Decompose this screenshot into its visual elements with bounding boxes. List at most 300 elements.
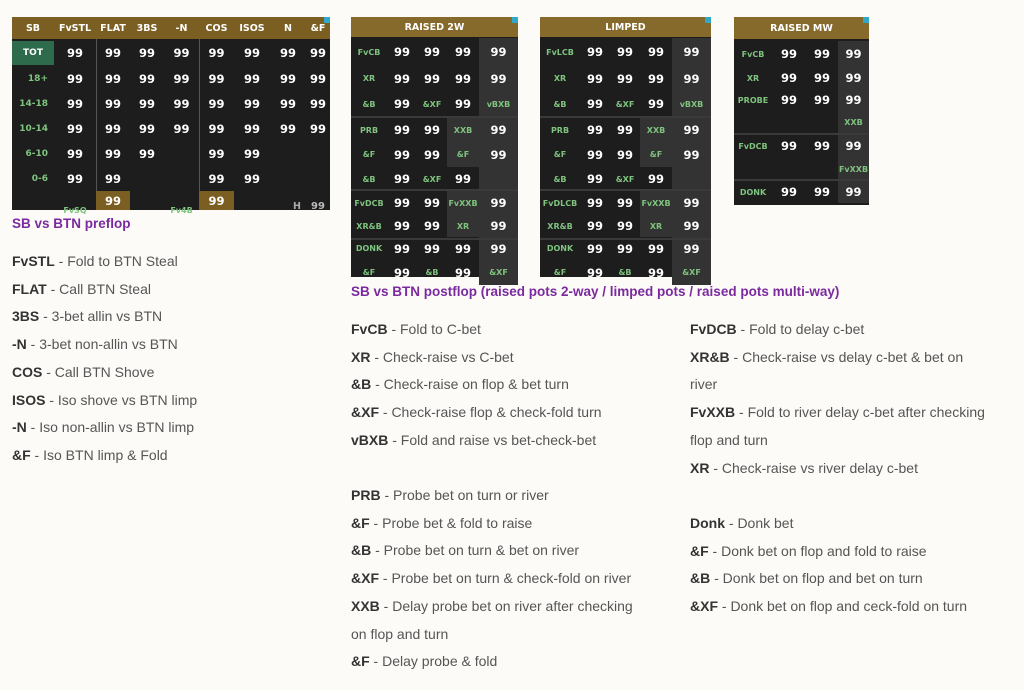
mw-cell: DONK [739,187,767,197]
r2w-cell: 99 [454,45,471,59]
legend-desc: on flop and turn [351,625,449,642]
preflop-header-2: FLAT [100,22,126,34]
limped-cell: XR&B [547,221,573,231]
mw-cell: 99 [780,185,797,199]
r2w-cell [479,167,518,191]
legend-desc: - Check-raise flop & check-fold turn [379,404,602,421]
preflop-value: 99 [309,122,326,136]
mw-cell: 99 [838,181,869,203]
r2w-cell: 99 [454,265,471,280]
r2w-cell: &B [425,268,439,277]
preflop-header-5: COS [205,22,228,34]
legend-abbr: FvXXB [690,404,736,421]
legend-abbr: FvCB [351,321,388,337]
mw-cell: 99 [838,135,869,157]
legend-abbr: FLAT [12,280,47,297]
legend-abbr: Donk [690,515,725,531]
r2w-cell: DONK [355,244,383,253]
mw-group-separator [734,179,869,181]
preflop-value: 99 [104,72,121,86]
preflop-separator [96,39,97,210]
limped-cell [672,167,711,191]
limped-cell: &B [553,99,567,109]
legend-desc: - Donk bet on flop and bet on turn [710,570,923,587]
preflop-value: 99 [243,72,260,86]
limped-cell: FvXXB [640,191,672,215]
r2w-cell: &XF [422,99,442,109]
legend-desc: - 3-bet allin vs BTN [39,308,163,325]
legend-desc: - Check-raise vs C-bet [370,348,514,365]
legend-line [351,482,633,510]
legend-abbr: 3BS [12,308,40,325]
preflop-value: 99 [309,97,326,111]
legend-line [351,621,633,649]
legend-line [12,387,197,415]
preflop-value: 99 [173,46,190,60]
mw-cell: 99 [813,139,830,153]
preflop-row-label: TOT [12,41,54,65]
legend-desc: - 3-bet non-allin vs BTN [26,336,178,353]
preflop-fvsq-label: FvSQ [63,206,87,215]
preflop-header-4: -N [175,22,188,34]
preflop-value: 99 [208,72,225,86]
r2w-cell: 99 [423,45,440,59]
limped-cell: XR [553,74,567,83]
preflop-value: 99 [104,97,121,111]
mw-cell: 99 [813,185,830,199]
preflop-fvsq-value: 99 [96,191,130,210]
legend-desc: river [690,376,718,393]
limped-cell: 99 [586,241,603,256]
limped-cell: 99 [616,45,633,59]
mw-cell: XR [746,73,760,83]
legend-desc: - Iso shove vs BTN limp [45,391,198,408]
preflop-row-label: 0-6 [31,174,48,184]
r2w-cell: 99 [423,219,440,233]
limped-cell: 99 [672,118,711,142]
limped-cell: &F [640,142,672,167]
legend-desc: - Probe bet on turn & check-fold on river [379,570,632,587]
r2w-cell: 99 [423,71,440,86]
preflop-row-label: 10-14 [19,124,48,134]
limped-cell: 99 [586,219,603,233]
legend-abbr: COS [12,363,43,380]
mw-group-separator [734,133,869,135]
limped-group-separator [540,116,711,118]
preflop-value: 99 [66,122,83,136]
legend-line [12,442,197,470]
legend-line [12,248,197,276]
r2w-cell: 99 [423,123,440,137]
mw-cell: XXB [838,111,869,133]
legend-line [690,565,967,593]
preflop-value: 99 [243,147,260,161]
legend-postflop-delay [690,316,985,482]
preflop-hud [12,17,330,215]
limped-cell: 99 [672,215,711,237]
legend-line [690,455,985,483]
preflop-header-8: &F [310,22,326,34]
r2w-group-separator [351,116,518,118]
legend-line [351,344,602,372]
r2w-cell: 99 [393,71,410,86]
preflop-value: 99 [309,46,326,60]
limped-cell: 99 [672,38,711,66]
r2w-cell: 99 [393,241,410,256]
limped-cell: &F [553,150,567,159]
r2w-cell: vBXB [479,91,518,117]
limped-cell: vBXB [672,91,711,117]
limped-cell: 99 [616,71,633,86]
raised-2w-title: RAISED 2W [351,17,518,37]
limped-cell: 99 [586,265,603,280]
r2w-group-separator [351,189,518,191]
legend-line [690,316,985,344]
preflop-value: 99 [243,46,260,60]
limped-cell: &XF [615,99,635,109]
preflop-value [164,142,199,166]
limped-cell: 99 [647,241,664,256]
r2w-cell: &XF [422,174,442,184]
r2w-cell: 99 [423,196,440,210]
r2w-cell: 99 [393,45,410,59]
legend-desc: - Donk bet [725,515,794,531]
r2w-cell: 99 [479,38,518,66]
r2w-group-separator [351,238,518,240]
legend-abbr: &B [351,542,372,559]
r2w-cell: &B [362,174,376,184]
mw-cell: 99 [780,47,797,61]
mw-cell: 99 [780,93,797,107]
mw-cell: 99 [813,71,830,85]
r2w-cell: XR [362,74,376,83]
legend-desc: - Fold to river delay c-bet after checking [735,404,985,421]
limped-cell: XXB [640,118,672,142]
limped-group-separator [540,189,711,191]
preflop-value: 99 [173,122,190,136]
preflop-value: 99 [104,147,121,161]
preflop-value: 99 [173,72,190,86]
limped-cell: 99 [672,66,711,91]
legend-abbr: XR [351,348,371,365]
r2w-cell: 99 [393,196,410,210]
preflop-value: 99 [309,72,326,86]
legend-desc: - Delay probe bet on river after checking [379,597,633,614]
legend-line [12,359,197,387]
legend-desc: - Check-raise vs delay c-bet & bet on [729,348,964,365]
preflop-value [164,167,199,191]
legend-abbr: &XF [351,570,379,587]
limped-title: LIMPED [540,17,711,37]
preflop-value: 99 [138,97,155,111]
legend-desc: - Donk bet on flop and fold to raise [708,542,927,559]
legend-abbr: FvSTL [12,253,55,269]
preflop-value: 99 [243,172,260,186]
legend-preflop [12,248,197,470]
r2w-cell: 99 [454,97,471,111]
limped-cell: FvDLCB [542,198,578,208]
limped-cell: 99 [616,123,633,137]
limped-group-separator [540,238,711,240]
legend-line [12,303,197,331]
r2w-cell: &B [362,99,376,109]
legend-abbr: XR&B [690,348,730,365]
legend-line [12,414,197,442]
legend-desc: - Fold to BTN Steal [54,253,178,269]
r2w-cell: 99 [454,172,471,186]
limped-cell: 99 [616,147,633,162]
legend-line [351,593,633,621]
legend-desc: - Probe bet & fold to raise [369,514,533,531]
r2w-cell: 99 [393,97,410,111]
preflop-value: 99 [279,97,296,111]
legend-desc: - Iso non-allin vs BTN limp [26,419,195,436]
limped-cell: XR [640,215,672,237]
limped-cell: 99 [586,147,603,162]
preflop-header-7: N [284,22,292,34]
limped-cell: 99 [586,196,603,210]
r2w-cell: &F [362,268,376,277]
r2w-cell: FvCB [357,47,381,57]
limped-cell: DONK [546,244,574,253]
legend-postflop-donk [690,510,967,621]
preflop-value: 99 [66,172,83,186]
r2w-cell: 99 [479,237,518,260]
legend-desc: - Donk bet on flop and ceck-fold on turn [718,598,968,615]
preflop-value: 99 [208,122,225,136]
legend-line [690,344,985,372]
limped-cell: 99 [586,71,603,86]
preflop-value: 99 [66,147,83,161]
legend-line [351,510,633,538]
legend-abbr: &F [351,653,370,670]
legend-line [690,371,985,399]
r2w-cell: 99 [393,172,410,186]
r2w-cell: 99 [423,241,440,256]
preflop-row-label: 6-10 [25,149,48,159]
limped-cell: 99 [647,172,664,186]
legend-desc: - Fold to delay c-bet [736,321,865,337]
legend-abbr: &F [12,446,31,463]
mw-cell: 99 [838,41,869,67]
r2w-cell: 99 [454,241,471,256]
mw-cell: 99 [780,71,797,85]
legend-desc: - Probe bet on turn or river [380,487,549,503]
r2w-cell: 99 [479,142,518,167]
limped-cell: &XF [615,174,635,184]
limped-cell: &B [553,174,567,184]
preflop-value: 99 [66,72,83,86]
limped-cell: PRB [550,125,570,135]
hud-corner-marker [512,17,518,23]
limped-cell: &XF [672,260,711,285]
legend-line [690,399,985,427]
limped-cell: &F [553,268,567,277]
limped-hud [540,17,711,280]
legend-abbr: &XF [351,404,379,421]
legend-abbr: -N [12,336,27,353]
preflop-value: 99 [138,72,155,86]
legend-line [351,648,633,676]
legend-desc: - Check-raise on flop & bet turn [371,376,569,393]
r2w-cell: FvDCB [354,198,384,208]
legend-desc: - Call BTN Steal [46,280,151,297]
raised-2w-hud [351,17,518,280]
raised-mw-hud [734,17,869,205]
mw-cell: 99 [838,89,869,111]
r2w-cell: PRB [359,125,379,135]
legend-desc: - Call BTN Shove [42,363,155,380]
limped-cell: &B [618,268,632,277]
r2w-cell: 99 [479,66,518,91]
legend-desc: flop and turn [690,431,768,448]
legend-line [690,427,985,455]
preflop-value [270,142,306,166]
limped-cell: 99 [616,219,633,233]
preflop-value [306,142,330,166]
hud-corner-marker [705,17,711,23]
legend-postflop-cbet [351,316,602,455]
r2w-cell: 99 [393,123,410,137]
r2w-cell: 99 [393,219,410,233]
limped-cell: 99 [672,237,711,260]
legend-abbr: &F [690,542,709,559]
preflop-value: 99 [243,97,260,111]
preflop-fv4b-value: 99 [199,191,234,210]
legend-desc: - Fold to C-bet [387,321,481,337]
legend-line [351,565,633,593]
legend-line [351,399,602,427]
legend-abbr: &B [690,570,711,587]
legend-desc: - Probe bet on turn & bet on river [371,542,580,559]
limped-cell: 99 [586,172,603,186]
limped-cell: 99 [672,191,711,215]
preflop-value: 99 [66,97,83,111]
mw-cell: 99 [838,67,869,89]
legend-line [351,371,602,399]
preflop-fv4b-label: Fv4B [170,206,193,215]
limped-cell: 99 [586,45,603,59]
legend-line [690,510,967,538]
r2w-cell: 99 [479,191,518,215]
limped-cell: 99 [647,71,664,86]
preflop-h-label: H [293,201,301,212]
mw-cell: 99 [780,139,797,153]
r2w-cell: XR [447,215,479,237]
legend-abbr: -N [12,419,27,436]
legend-line [12,276,197,304]
legend-desc: - Fold and raise vs bet-check-bet [388,431,597,448]
legend-abbr: vBXB [351,431,389,448]
limped-cell: 99 [647,45,664,59]
legend-line [12,331,197,359]
preflop-value: 99 [66,46,83,60]
legend-postflop-probe [351,482,633,676]
preflop-value: 99 [208,147,225,161]
legend-line [351,316,602,344]
preflop-value: 99 [138,147,155,161]
preflop-value: 99 [243,122,260,136]
preflop-row-label: 14-18 [19,99,48,109]
r2w-cell: 99 [454,71,471,86]
limped-cell: FvLCB [546,47,574,57]
preflop-value: 99 [138,122,155,136]
legend-abbr: FvDCB [690,321,737,337]
preflop-value: 99 [208,46,225,60]
preflop-value [270,167,306,191]
mw-cell: FvDCB [738,141,768,151]
limped-cell: 99 [672,142,711,167]
legend-abbr: &XF [690,598,718,615]
preflop-header-1: FvSTL [58,22,92,34]
mw-cell: PROBE [737,95,769,105]
legend-line [351,427,602,455]
postflop-caption: SB vs BTN postflop (raised pots 2-way / limped pots / raised pots multi-way) [351,284,840,299]
preflop-value [130,167,164,191]
r2w-cell: &F [362,150,376,159]
legend-desc: - Check-raise vs river delay c-bet [709,459,918,476]
legend-desc: - Delay probe & fold [369,653,498,670]
mw-cell: 99 [813,47,830,61]
preflop-h-value: 99 [311,201,325,212]
legend-abbr: XR [690,459,710,476]
limped-cell: 99 [647,265,664,280]
r2w-cell: 99 [479,118,518,142]
r2w-cell: XR&B [356,221,382,231]
mw-cell: FvXXB [838,157,869,181]
mw-cell: 99 [813,93,830,107]
legend-line [690,538,967,566]
limped-cell: 99 [616,241,633,256]
preflop-value: 99 [104,122,121,136]
raised-mw-title: RAISED MW [734,17,869,39]
limped-cell: 99 [616,196,633,210]
preflop-value: 99 [104,46,121,60]
preflop-header-3: 3BS [136,22,158,34]
preflop-value: 99 [104,172,121,186]
legend-abbr: XXB [351,597,380,614]
r2w-cell: &XF [479,260,518,285]
preflop-value: 99 [279,122,296,136]
legend-abbr: &F [351,514,370,531]
hud-corner-marker [863,17,869,23]
preflop-value: 99 [173,97,190,111]
r2w-cell: 99 [423,147,440,162]
r2w-cell: 99 [479,215,518,237]
preflop-caption: SB vs BTN preflop [12,216,131,231]
preflop-value [306,167,330,191]
legend-line [351,537,633,565]
limped-cell: 99 [586,123,603,137]
r2w-cell: XXB [447,118,479,142]
preflop-value: 99 [279,72,296,86]
legend-line [690,593,967,621]
mw-cell: FvCB [741,49,765,59]
limped-cell: 99 [586,97,603,111]
legend-abbr: &B [351,376,372,393]
preflop-row-label: 18+ [27,74,48,84]
r2w-cell: 99 [393,147,410,162]
r2w-cell: &F [447,142,479,167]
r2w-cell: 99 [393,265,410,280]
preflop-value: 99 [208,97,225,111]
r2w-cell: FvXXB [447,191,479,215]
preflop-header-0: SB [25,22,41,34]
preflop-value: 99 [208,172,225,186]
preflop-separator [199,39,200,210]
preflop-value: 99 [138,46,155,60]
limped-cell: 99 [647,97,664,111]
